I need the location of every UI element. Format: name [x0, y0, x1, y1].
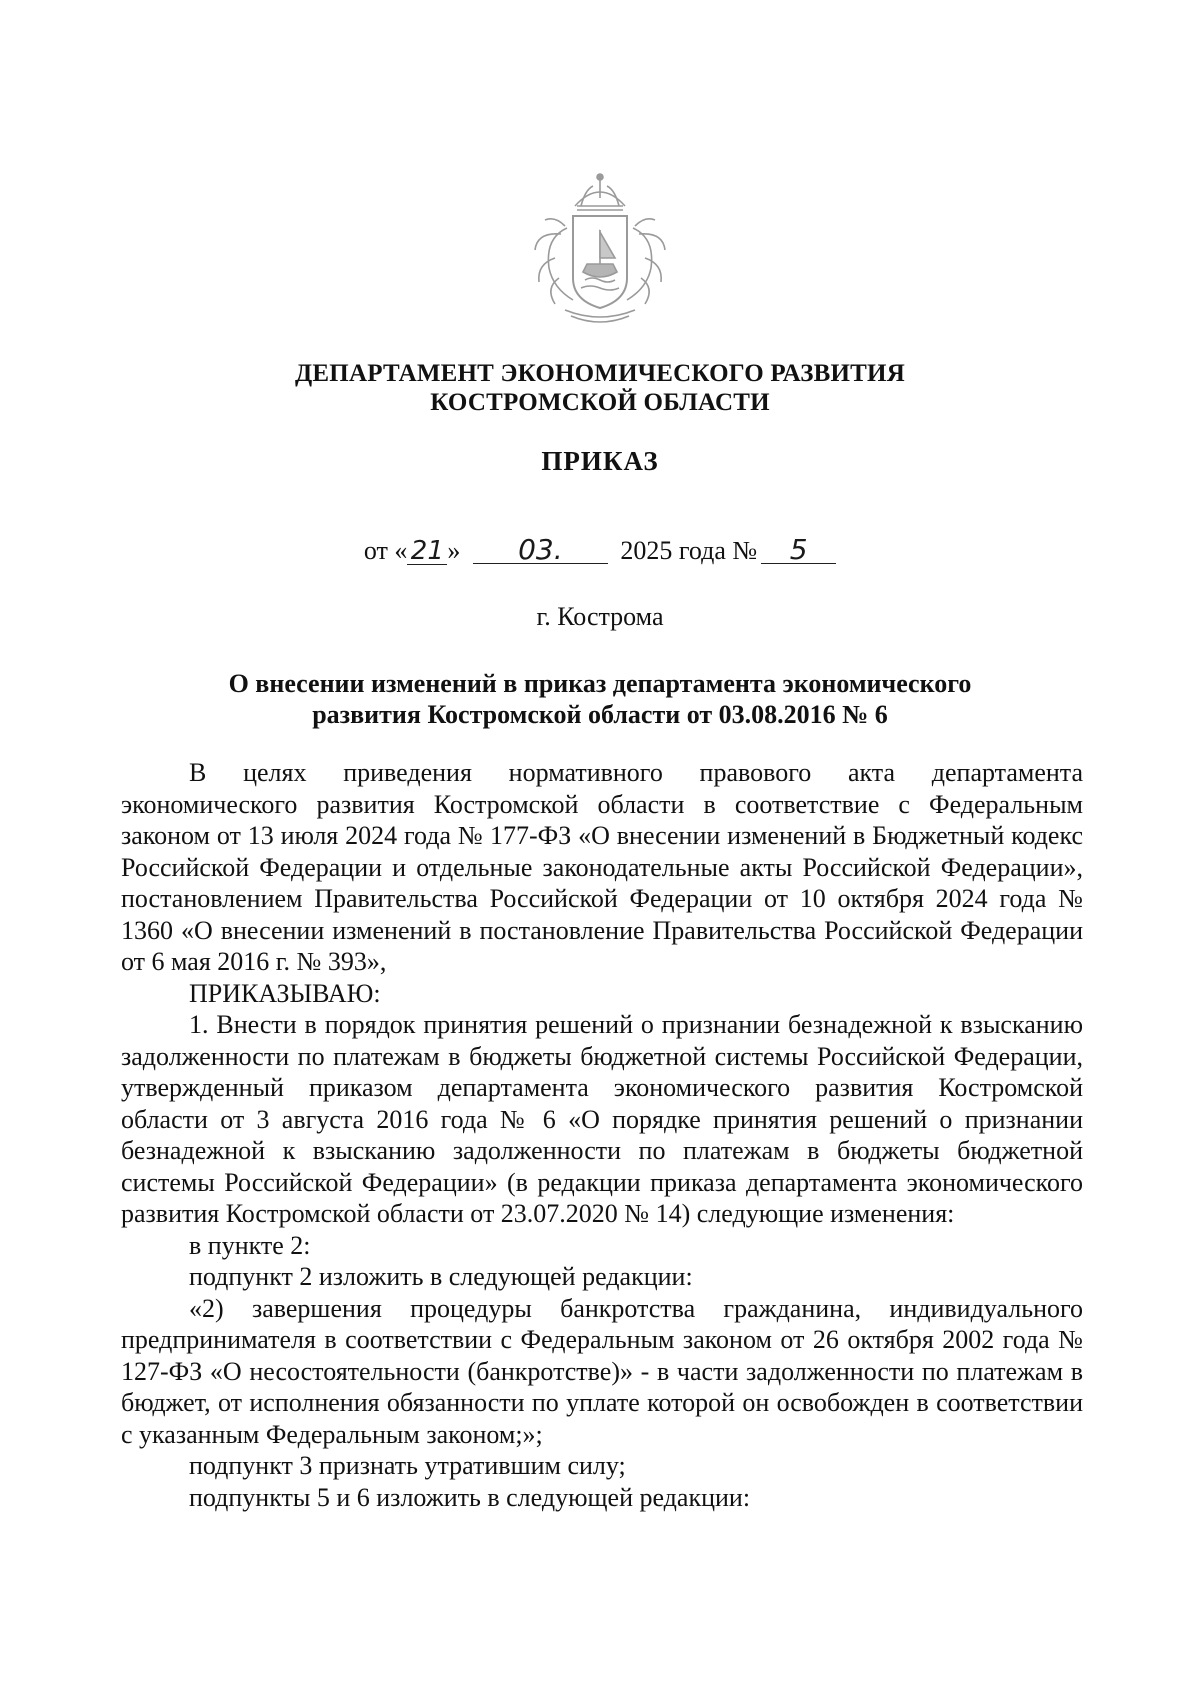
date-year-text: 2025 года № — [620, 536, 758, 565]
date-close-quote: » — [447, 536, 461, 565]
title-line2: развития Костромской области от 03.08.2016 № 6 — [312, 700, 888, 729]
document-body — [121, 757, 1083, 1513]
coat-of-arms-icon — [515, 168, 685, 328]
document-title — [120, 668, 1080, 730]
paragraph-subpoints-5-6: подпункты 5 и 6 изложить в следующей редакции: — [189, 1482, 751, 1512]
paragraph-subpoint-2: подпункт 2 изложить в следующей редакции: — [189, 1262, 693, 1291]
department-name-line1: ДЕПАРТАМЕНТ ЭКОНОМИЧЕСКОГО РАЗВИТИЯ — [295, 360, 905, 387]
date-number-line — [0, 533, 1200, 566]
document-type: ПРИКАЗ — [541, 446, 659, 476]
paragraph-order-word: ПРИКАЗЫВАЮ: — [189, 978, 381, 1008]
title-line1: О внесении изменений в приказ департамента экономического — [228, 669, 972, 698]
date-day-field: 21 — [407, 538, 447, 565]
paragraph-subpoint-2-text: «2) завершения процедуры банкротства гражданина, индивидуального предпринимателя в соответствии с Федеральным законом от 26 октября 2002 года № 127-ФЗ «О несостоятельности (банкротстве)» - в части задолженности по платежам в бюджет, от исполнения обязанности по уплате которой он освобожден в соответствии с указанным Федеральным законом;»; — [121, 1293, 1083, 1449]
date-prefix: от « — [363, 536, 408, 565]
paragraph-subpoint-3: подпункт 3 признать утратившим силу; — [189, 1451, 626, 1480]
paragraph-preamble: В целях приведения нормативного правового акта департамента экономического развития Костромской области в соответствие с Федеральным законом от 13 июля 2024 года № 177-ФЗ «О внесении изменений в Бюджетный кодекс Российской Федерации и отдельные законодательные акты Российской Федерации», постановлением Правительства Российской Федерации от 10 октября 2024 года № 1360 «О внесении изменений в постановление Правительства Российской Федерации от 6 мая 2016 г. № 393», — [121, 758, 1083, 976]
city-name: г. Кострома — [536, 602, 664, 631]
date-month-field: 03. — [473, 537, 608, 564]
order-number-field: 5 — [761, 537, 836, 564]
paragraph-point-2: в пункте 2: — [189, 1230, 311, 1260]
paragraph-item-1: 1. Внести в порядок принятия решений о признании безнадежной к взысканию задолженности по платежам в бюджеты бюджетной системы Российской Федерации, утвержденный приказом департамента экономического развития Костромской области от 3 августа 2016 года № 6 «О порядке принятия решений о признании безнадежной к взысканию задолженности по платежам в бюджеты бюджетной системы Российской Федерации» (в редакции приказа департамента экономического развития Костромской области от 23.07.2020 № 14) следующие изменения: — [121, 1010, 1083, 1228]
department-name-line2: КОСТРОМСКОЙ ОБЛАСТИ — [430, 389, 770, 416]
